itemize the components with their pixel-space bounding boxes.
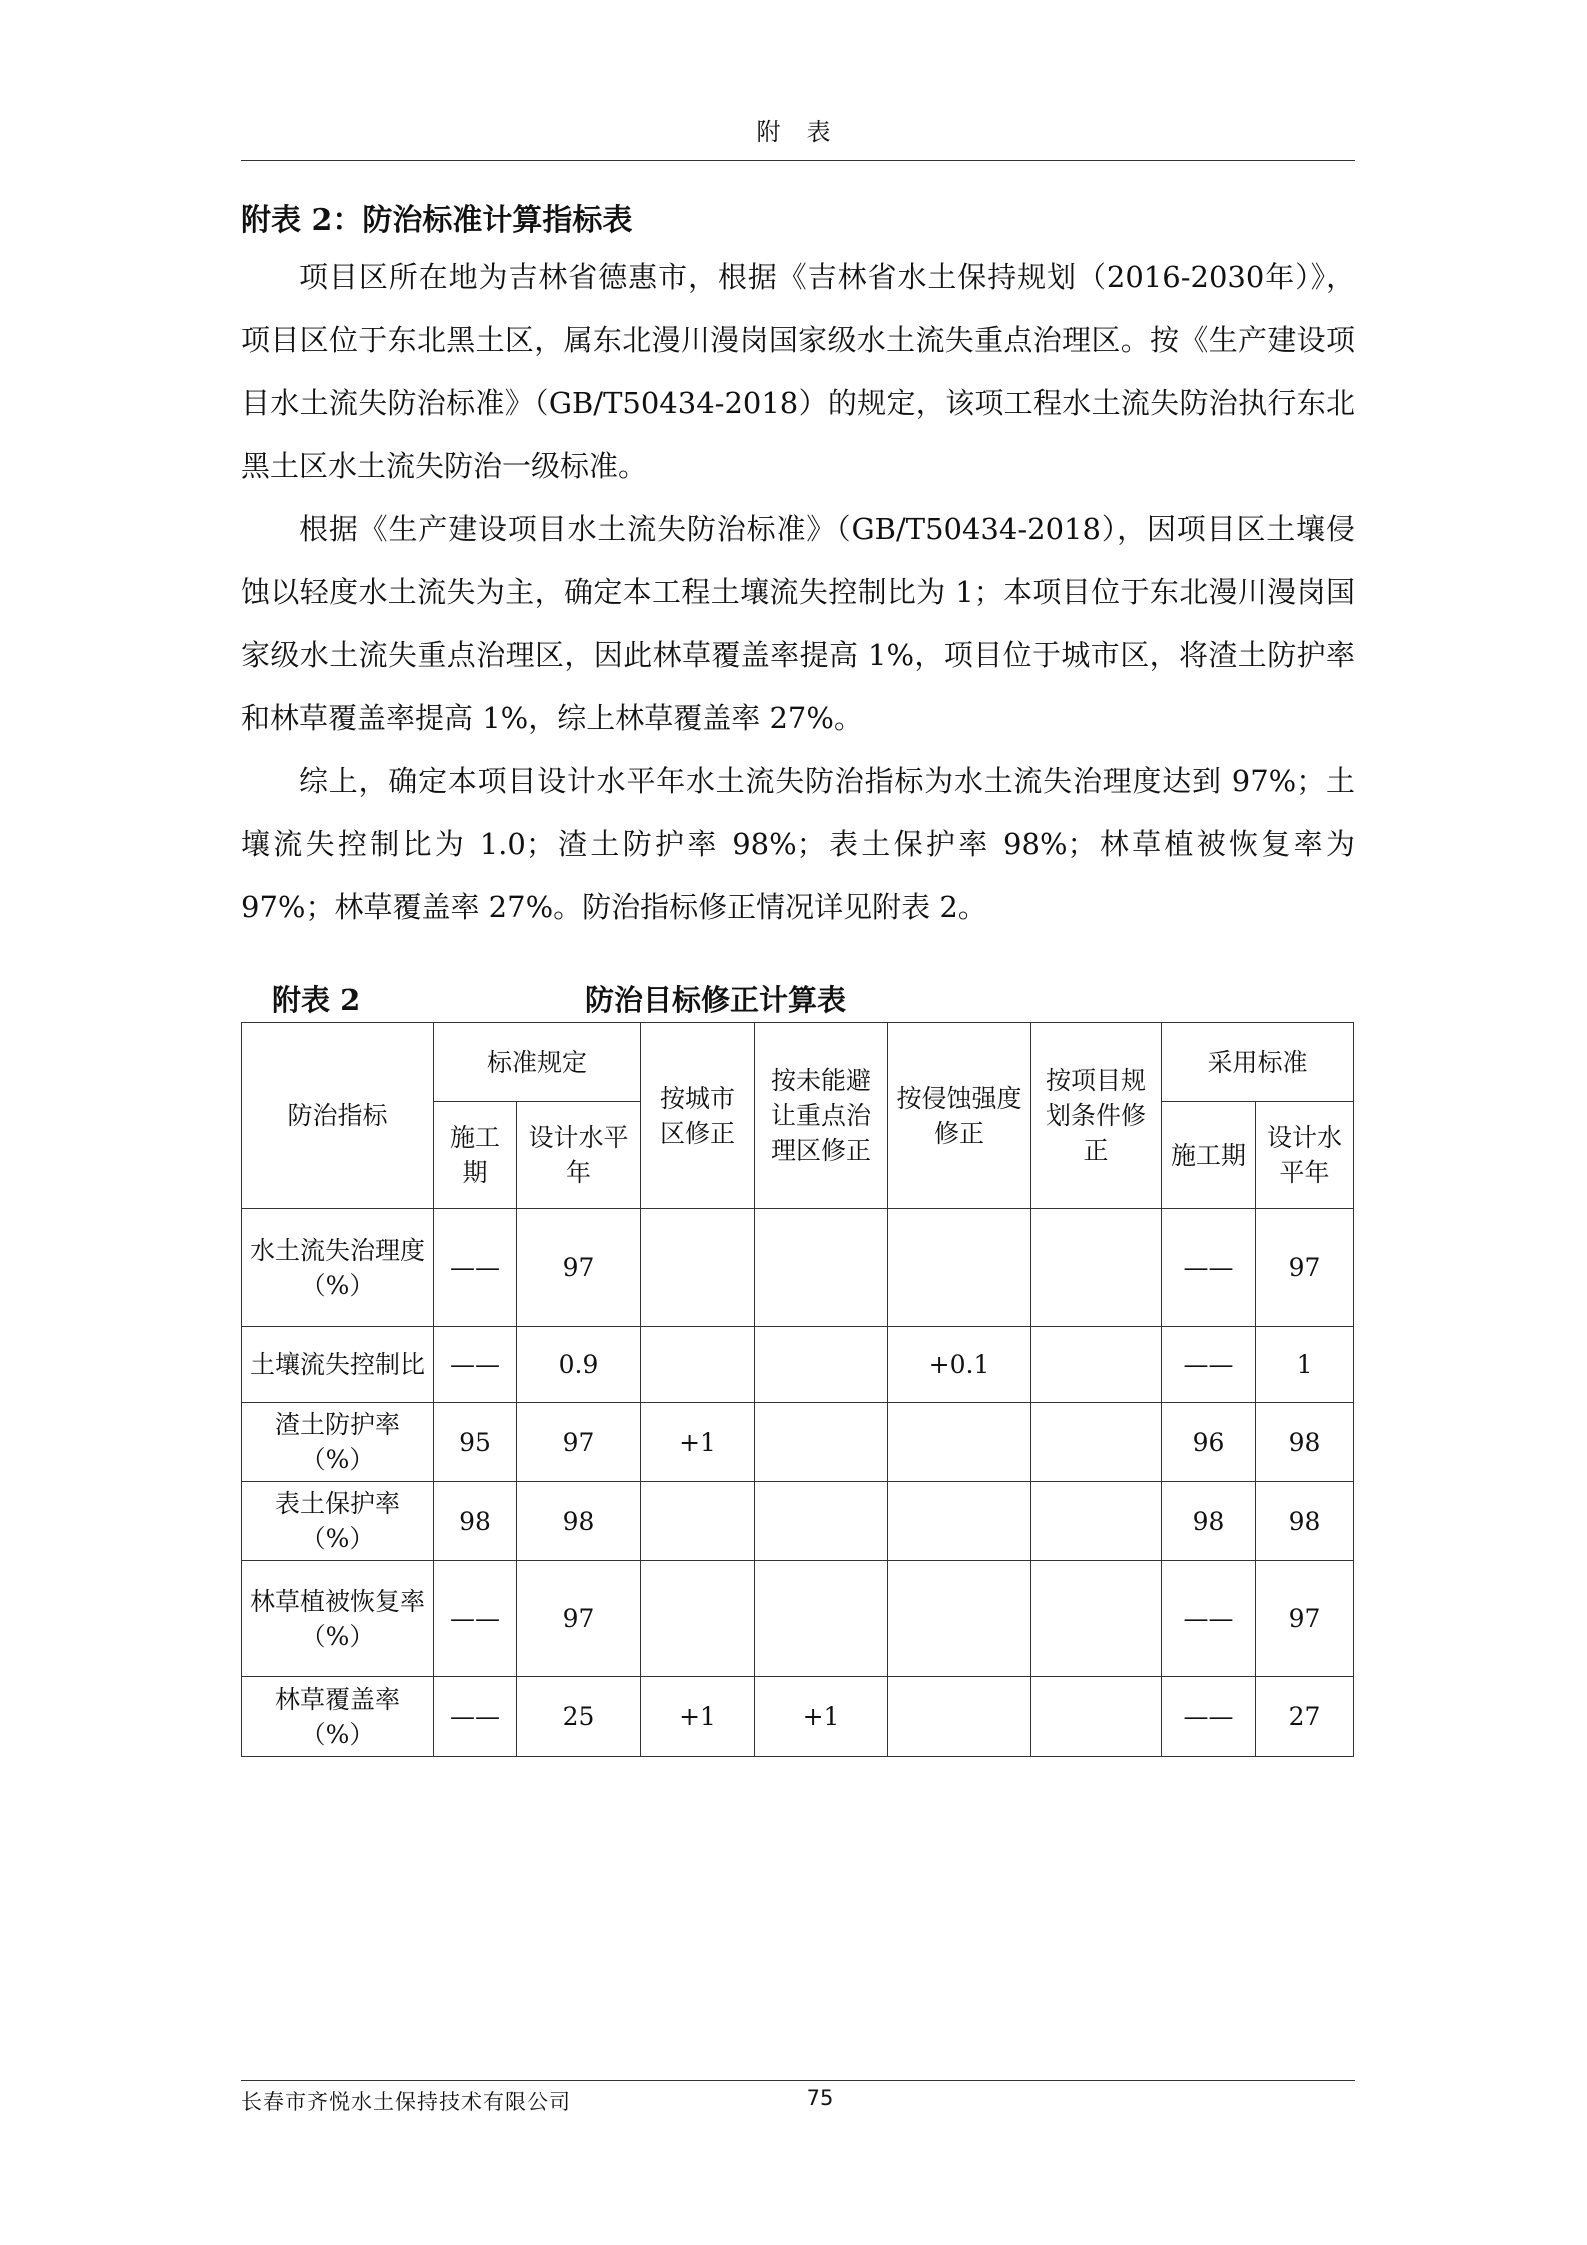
table-row: [242, 1561, 1354, 1677]
cell-erosion-adjustment: [888, 1209, 1031, 1327]
cell-key-area-adjustment: [755, 1403, 888, 1482]
cell-city-adjustment: [641, 1482, 755, 1561]
cell-erosion-adjustment: [888, 1561, 1031, 1677]
cell-plan-adjustment: [1031, 1482, 1162, 1561]
cell-design-year: 97: [517, 1403, 641, 1482]
footer-company: 长春市齐悦水土保持技术有限公司: [241, 2090, 571, 2114]
running-header: 附表: [756, 118, 857, 146]
cell-city-adjustment: [641, 1209, 755, 1327]
header-city-adjustment: 按城市区修正: [641, 1023, 755, 1209]
cell-adopted-construction: ——: [1162, 1677, 1256, 1757]
cell-adopted-construction: ——: [1162, 1561, 1256, 1677]
header-standard: 标准规定: [434, 1023, 641, 1102]
cell-adopted-design-year: 98: [1256, 1403, 1354, 1482]
cell-adopted-design-year: 97: [1256, 1561, 1354, 1677]
cell-construction: 95: [434, 1403, 517, 1482]
cell-plan-adjustment: [1031, 1677, 1162, 1757]
cell-adopted-design-year: 98: [1256, 1482, 1354, 1561]
header-adopted-design-year: 设计水平年: [1256, 1102, 1354, 1209]
cell-adopted-construction: ——: [1162, 1209, 1256, 1327]
cell-plan-adjustment: [1031, 1403, 1162, 1482]
cell-erosion-adjustment: [888, 1482, 1031, 1561]
header-key-area-adjustment: 按未能避让重点治理区修正: [755, 1023, 888, 1209]
cell-construction: ——: [434, 1677, 517, 1757]
cell-city-adjustment: +1: [641, 1677, 755, 1757]
header-adopted: 采用标准: [1162, 1023, 1354, 1102]
header-divider: [241, 160, 1355, 161]
cell-plan-adjustment: [1031, 1209, 1162, 1327]
cell-plan-adjustment: [1031, 1327, 1162, 1403]
cell-city-adjustment: [641, 1327, 755, 1403]
section-heading: 附表 2：防治标准计算指标表: [241, 203, 633, 238]
table-row: [242, 1482, 1354, 1561]
cell-erosion-adjustment: [888, 1677, 1031, 1757]
page-number: 75: [806, 2086, 834, 2110]
paragraph-1: 项目区所在地为吉林省德惠市，根据《吉林省水土保持规划（2016-2030年）》，项目区位于东北黑土区，属东北漫川漫岗国家级水土流失重点治理区。按《生产建设项目水土流失防治标准》（GB/T50434-2018）的规定，该项工程水土流失防治执行东北黑土区水土流失防治一级标准。: [241, 260, 1355, 483]
cell-erosion-adjustment: +0.1: [888, 1327, 1031, 1403]
paragraph-2: 根据《生产建设项目水土流失防治标准》（GB/T50434-2018），因项目区土壤侵蚀以轻度水土流失为主，确定本工程土壤流失控制比为 1；本项目位于东北漫川漫岗国家级水土流失重点治理区，因此林草覆盖率提高 1%，项目位于城市区，将渣土防护率和林草覆盖率提高 1%，综上林草覆盖率 27%。: [241, 512, 1355, 735]
table-row: [242, 1677, 1354, 1757]
header-design-year: 设计水平年: [517, 1102, 641, 1209]
cell-city-adjustment: [641, 1561, 755, 1677]
cell-design-year: 98: [517, 1482, 641, 1561]
cell-adopted-construction: 96: [1162, 1403, 1256, 1482]
row-indicator: 表土保护率（%）: [242, 1482, 434, 1561]
row-indicator: 土壤流失控制比: [242, 1327, 434, 1403]
table-caption-label: 附表 2: [272, 983, 361, 1017]
cell-design-year: 0.9: [517, 1327, 641, 1403]
table-row: [242, 1327, 1354, 1403]
cell-adopted-construction: 98: [1162, 1482, 1256, 1561]
row-indicator: 林草覆盖率（%）: [242, 1677, 434, 1757]
cell-plan-adjustment: [1031, 1561, 1162, 1677]
header-adopted-construction-period: 施工期: [1162, 1102, 1256, 1209]
header-construction-period: 施工期: [434, 1102, 517, 1209]
row-indicator: 水土流失治理度（%）: [242, 1209, 434, 1327]
header-indicator: 防治指标: [242, 1023, 434, 1209]
cell-adopted-design-year: 97: [1256, 1209, 1354, 1327]
cell-adopted-design-year: 1: [1256, 1327, 1354, 1403]
cell-adopted-construction: ——: [1162, 1327, 1256, 1403]
header-plan-adjustment: 按项目规划条件修正: [1031, 1023, 1162, 1209]
cell-erosion-adjustment: [888, 1403, 1031, 1482]
row-indicator: 林草植被恢复率（%）: [242, 1561, 434, 1677]
table-row: [242, 1209, 1354, 1327]
cell-construction: ——: [434, 1209, 517, 1327]
cell-construction: 98: [434, 1482, 517, 1561]
cell-construction: ——: [434, 1327, 517, 1403]
cell-key-area-adjustment: +1: [755, 1677, 888, 1757]
cell-adopted-design-year: 27: [1256, 1677, 1354, 1757]
table-row: [242, 1403, 1354, 1482]
row-indicator: 渣土防护率（%）: [242, 1403, 434, 1482]
cell-key-area-adjustment: [755, 1482, 888, 1561]
header-erosion-adjustment: 按侵蚀强度修正: [888, 1023, 1031, 1209]
cell-key-area-adjustment: [755, 1209, 888, 1327]
cell-design-year: 97: [517, 1561, 641, 1677]
standards-table: [241, 1022, 1354, 1757]
cell-key-area-adjustment: [755, 1561, 888, 1677]
cell-key-area-adjustment: [755, 1327, 888, 1403]
cell-city-adjustment: +1: [641, 1403, 755, 1482]
table-caption-title: 防治目标修正计算表: [585, 983, 847, 1017]
cell-design-year: 97: [517, 1209, 641, 1327]
paragraph-3: 综上，确定本项目设计水平年水土流失防治指标为水土流失治理度达到 97%；土壤流失控制比为 1.0；渣土防护率 98%；表土保护率 98%；林草植被恢复率为 97%；林草覆盖率 27%。防治指标修正情况详见附表 2。: [241, 764, 1355, 924]
cell-construction: ——: [434, 1561, 517, 1677]
footer-divider: [241, 2080, 1355, 2081]
cell-design-year: 25: [517, 1677, 641, 1757]
